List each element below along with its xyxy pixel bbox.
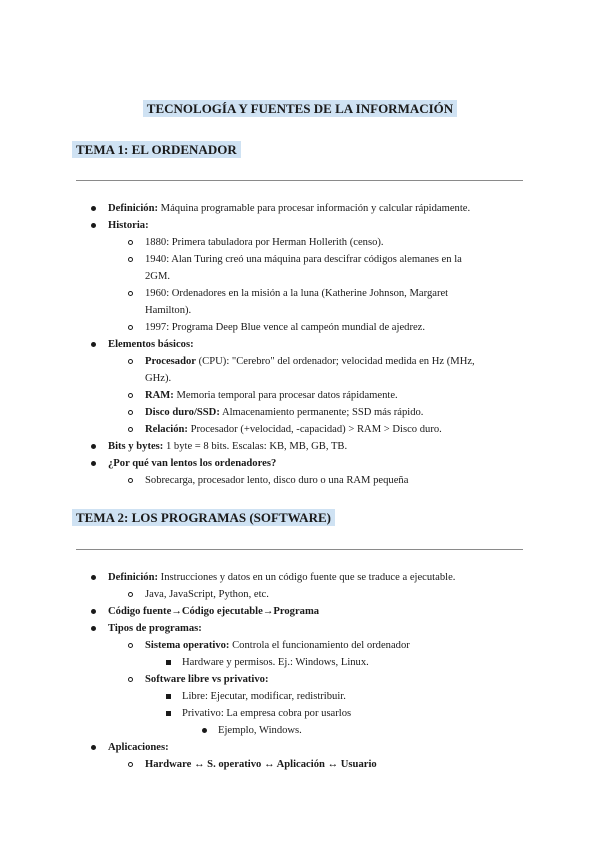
bullet-circle-icon — [128, 762, 133, 767]
bullet-circle-icon — [128, 257, 133, 262]
bullet-circle-icon — [128, 325, 133, 330]
list-item: Libre: Ejecutar, modificar, redistribuir. — [182, 691, 346, 702]
bullet-circle-icon — [128, 291, 133, 296]
bullet-circle-icon — [128, 592, 133, 597]
tema1-heading: TEMA 1: EL ORDENADOR — [72, 139, 241, 161]
bullet-disc-icon — [202, 728, 207, 733]
list-item: Tipos de programas: — [108, 623, 202, 634]
bullet-square-icon — [166, 694, 171, 699]
list-item: Historia: — [108, 220, 149, 231]
list-item: Relación: Procesador (+velocidad, -capacidad) > RAM > Disco duro. — [145, 424, 442, 435]
bullet-circle-icon — [128, 478, 133, 483]
tema2-heading: TEMA 2: LOS PROGRAMAS (SOFTWARE) — [72, 507, 335, 529]
list-item: Procesador (CPU): "Cerebro" del ordenador; velocidad medida en Hz (MHz, — [145, 356, 475, 367]
list-item: Definición: Instrucciones y datos en un código fuente que se traduce a ejecutable. — [108, 572, 456, 583]
bullet-circle-icon — [128, 677, 133, 682]
bullet-disc-icon — [91, 626, 96, 631]
list-item: 1940: Alan Turing creó una máquina para descifrar códigos alemanes en la — [145, 254, 462, 265]
list-item-continuation: 2GM. — [145, 271, 171, 282]
bullet-circle-icon — [128, 359, 133, 364]
bullet-disc-icon — [91, 575, 96, 580]
bullet-disc-icon — [91, 206, 96, 211]
bullet-circle-icon — [128, 240, 133, 245]
bullet-disc-icon — [91, 745, 96, 750]
list-item: Bits y bytes: 1 byte = 8 bits. Escalas: KB, MB, GB, TB. — [108, 441, 348, 452]
list-item: Sistema operativo: Controla el funcionamiento del ordenador — [145, 640, 410, 651]
list-item: ¿Por qué van lentos los ordenadores? — [108, 458, 277, 469]
list-item-continuation: GHz). — [145, 373, 172, 384]
list-item: 1880: Primera tabuladora por Herman Hollerith (censo). — [145, 237, 384, 248]
section-divider — [76, 549, 523, 550]
bullet-circle-icon — [128, 393, 133, 398]
list-item: Aplicaciones: — [108, 742, 169, 753]
list-item: Código fuente→Código ejecutable→Programa — [108, 606, 320, 617]
bullet-disc-icon — [91, 444, 96, 449]
list-item: Java, JavaScript, Python, etc. — [145, 589, 269, 600]
list-item: Hardware y permisos. Ej.: Windows, Linux. — [182, 657, 369, 668]
list-item: Privativo: La empresa cobra por usarlos — [182, 708, 352, 719]
list-item: Elementos básicos: — [108, 339, 194, 350]
list-item: Software libre vs privativo: — [145, 674, 269, 685]
list-item: 1997: Programa Deep Blue vence al campeón mundial de ajedrez. — [145, 322, 426, 333]
bullet-disc-icon — [91, 223, 96, 228]
list-item: Disco duro/SSD: Almacenamiento permanente; SSD más rápido. — [145, 407, 424, 418]
bullet-square-icon — [166, 711, 171, 716]
list-item: Ejemplo, Windows. — [218, 725, 302, 736]
bullet-disc-icon — [91, 609, 96, 614]
list-item: Hardware ↔ S. operativo ↔ Aplicación ↔ Usuario — [145, 759, 377, 770]
bullet-square-icon — [166, 660, 171, 665]
bullet-circle-icon — [128, 410, 133, 415]
list-item-continuation: Hamilton). — [145, 305, 192, 316]
list-item: Sobrecarga, procesador lento, disco duro o una RAM pequeña — [145, 475, 409, 486]
list-item: RAM: Memoria temporal para procesar datos rápidamente. — [145, 390, 398, 401]
document-title: TECNOLOGÍA Y FUENTES DE LA INFORMACIÓN — [0, 98, 600, 120]
list-item: Definición: Máquina programable para procesar información y calcular rápidamente. — [108, 203, 471, 214]
section-divider — [76, 180, 523, 181]
bullet-circle-icon — [128, 643, 133, 648]
bullet-disc-icon — [91, 342, 96, 347]
list-item: 1960: Ordenadores en la misión a la luna (Katherine Johnson, Margaret — [145, 288, 449, 299]
bullet-disc-icon — [91, 461, 96, 466]
bullet-circle-icon — [128, 427, 133, 432]
